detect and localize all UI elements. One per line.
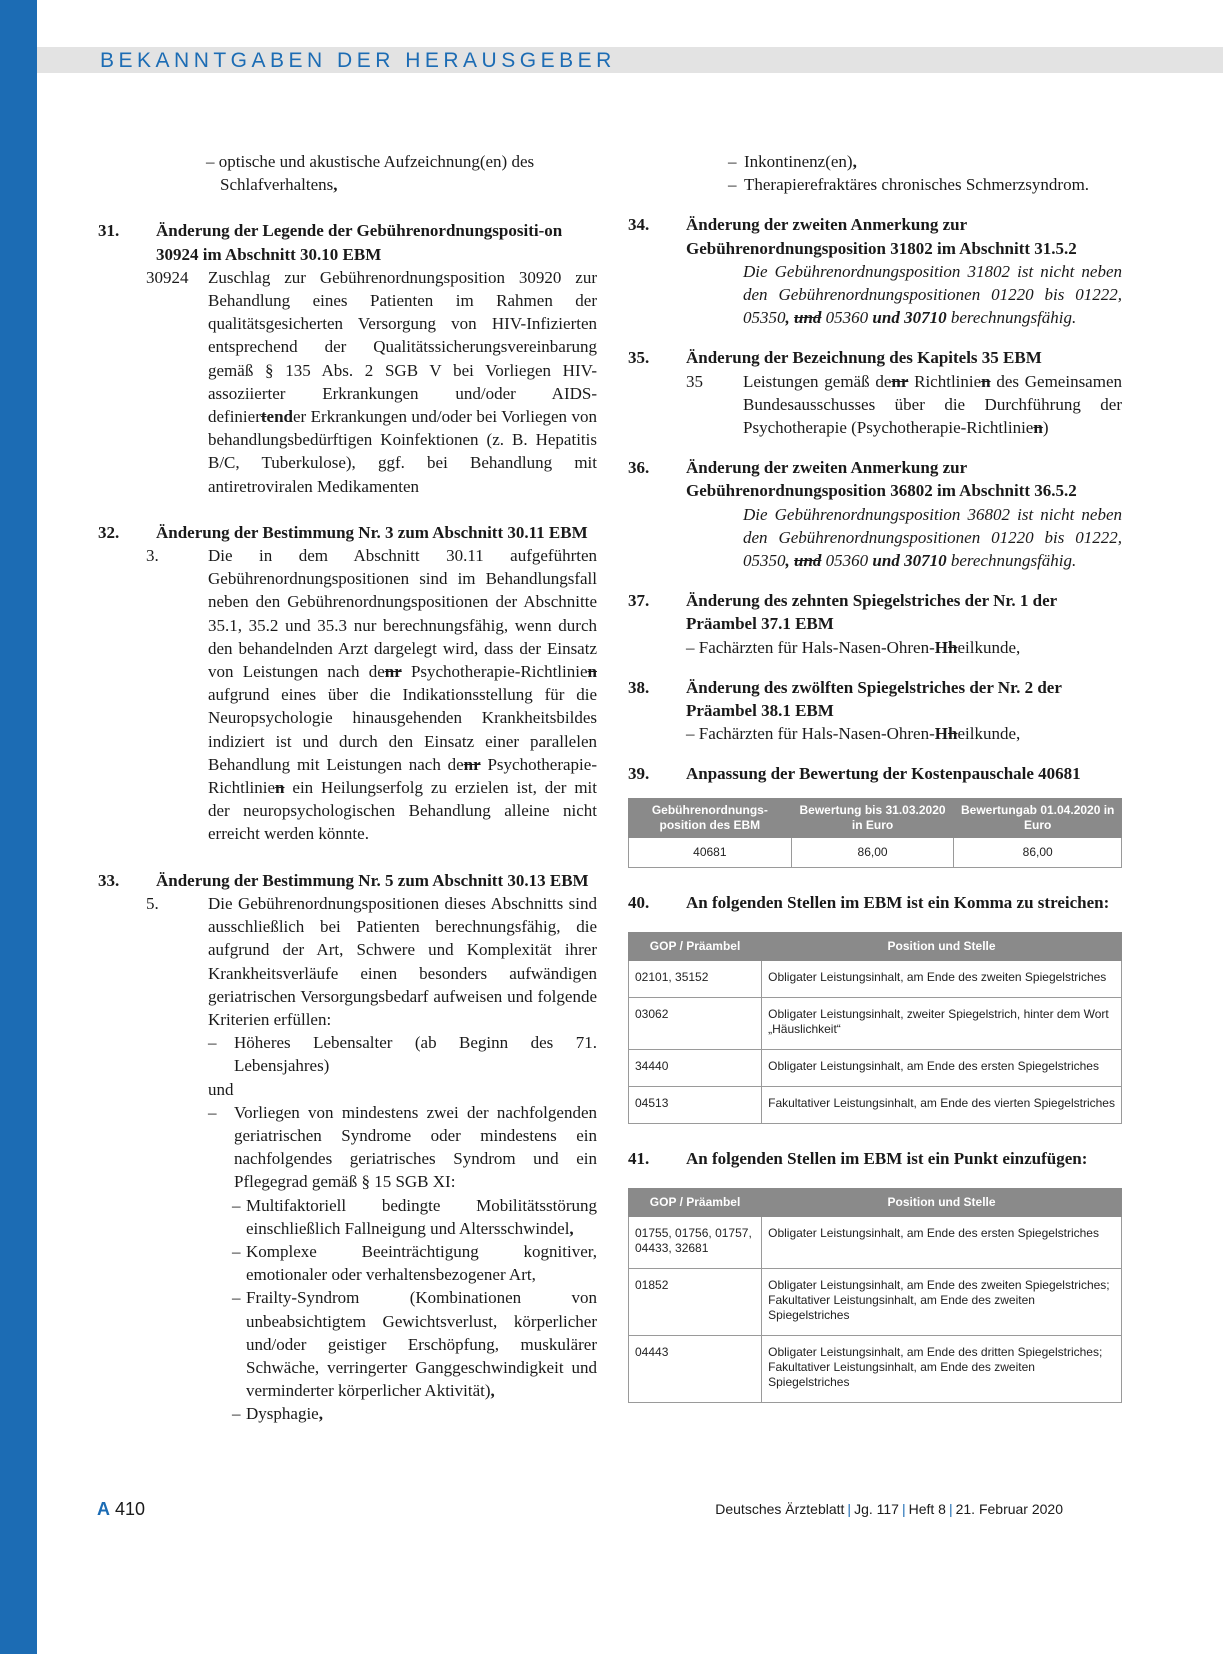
section-33 — [98, 869, 597, 1426]
intro-line: – optische und akustische Aufzeichnung(en) des — [206, 152, 535, 171]
section-title: Änderung der zweiten Anmerkung zur Gebührenordnungsposition 31802 im Abschnitt 31.5.2 — [686, 215, 1077, 258]
rule-number: 5. — [146, 893, 159, 913]
section-32 — [98, 521, 597, 846]
list-item: – Höheres Lebensalter (ab Beginn des 71. Lebensjahres) — [208, 1033, 597, 1076]
table-cell: 40681 — [629, 837, 792, 867]
list-item: – Multifaktoriell bedingte Mobilitätsstörung einschließlich Fallneigung und Altersschwindel, — [232, 1195, 597, 1238]
section-number: 38. — [628, 677, 650, 697]
table-row: 04443 Obligater Leistungsinhalt, am Ende des dritten Spiegelstriches; Fakultativer Leistungsinhalt, am Ende des zweiten Spiegelstriches — [629, 1336, 1122, 1403]
right-column — [628, 150, 1122, 1403]
section-37 — [628, 589, 1122, 659]
rule-number: 3. — [146, 546, 159, 566]
issue: Heft 8 — [908, 1501, 946, 1517]
section-41 — [628, 1147, 1122, 1403]
table-row: 03062 Obligater Leistungsinhalt, zweiter Spiegelstrich, hinter dem Wort „Häuslichkeit“ — [629, 997, 1122, 1049]
journal-info: Deutsches Ärzteblatt | Jg. 117 | Heft 8 | 21. Februar 2020 — [715, 1501, 1063, 1517]
chapter-code: 35 — [686, 371, 703, 391]
intro-block — [628, 150, 1122, 196]
section-title: Änderung des zehnten Spiegelstriches der Nr. 1 der Präambel 37.1 EBM — [686, 591, 1057, 634]
section-text: Leistungen gemäß denr Richtlinien des Gemeinsamen Bundesausschusses über die Durchführung der Psychotherapie (Psychotherapie-Richtlinien) — [743, 371, 1122, 438]
table-header: Position und Stelle — [762, 932, 1122, 960]
fee-table — [628, 798, 1122, 868]
section-number: 33. — [98, 870, 120, 890]
section-39 — [628, 762, 1122, 867]
period-table — [628, 1188, 1122, 1403]
section-title: Änderung der Bestimmung Nr. 5 zum Abschnitt 30.13 EBM — [156, 870, 589, 890]
section-number: 39. — [628, 764, 650, 784]
section-number: 32. — [98, 522, 120, 542]
position-code: 30924 — [146, 267, 189, 287]
section-34 — [628, 213, 1122, 329]
section-header: BEKANNTGABEN DER HERAUSGEBER — [100, 49, 616, 72]
list-item: – Therapierefraktäres chronisches Schmerzsyndrom. — [728, 175, 1090, 195]
list-item: – Inkontinenz(en), — [728, 152, 857, 171]
section-title: An folgenden Stellen im EBM ist ein Komma zu streichen: — [686, 892, 1110, 912]
table-cell: 86,00 — [954, 837, 1122, 867]
table-header: Bewertung bis 31.03.2020 in Euro — [791, 798, 954, 837]
section-36 — [628, 456, 1122, 572]
comma-table — [628, 932, 1122, 1124]
section-title: An folgenden Stellen im EBM ist ein Punkt einzufügen: — [686, 1148, 1088, 1168]
section-title: Änderung der Bezeichnung des Kapitels 35 EBM — [686, 348, 1042, 368]
section-number: 34. — [628, 215, 650, 235]
section-text: – Fachärzten für Hals-Nasen-Ohren-Hheilkunde, — [686, 637, 1021, 657]
section-title: Änderung der zweiten Anmerkung zur Gebührenordnungsposition 36802 im Abschnitt 36.5.2 — [686, 458, 1077, 501]
section-text: Zuschlag zur Gebührenordnungsposition 30920 zur Behandlung eines Patienten im Rahmen der qualitätsgesicherten Versorgung von HIV-Infizierten entsprechend der Qualitätssicherungsvereinbarung gemäß § 135 Abs. 2 SGB V bei Vorliegen HIV-assoziierter Erkrankungen und/oder AIDS-definiertender Erkrankungen und/oder bei Vorliegen von behandlungsbedürftigen Koinfektionen (z. B. Hepatitis B/C, Tuberkulose), ggf. bei Behandlung mit antiretroviralen Medikamenten — [208, 267, 597, 496]
section-number: 40. — [628, 892, 650, 912]
table-row: 04513 Fakultativer Leistungsinhalt, am Ende des vierten Spiegelstriches — [629, 1086, 1122, 1123]
table-row: 02101, 35152 Obligater Leistungsinhalt, am Ende des zweiten Spiegelstriches — [629, 960, 1122, 997]
left-column — [98, 150, 597, 1426]
table-row: 34440 Obligater Leistungsinhalt, am Ende des ersten Spiegelstriches — [629, 1049, 1122, 1086]
journal-name: Deutsches Ärzteblatt — [715, 1501, 845, 1517]
page-number: A 410 — [97, 1499, 146, 1519]
list-item: – Frailty-Syndrom (Kombinationen von unbeabsichtigtem Gewichtsverlust, körperlicher und/oder geistiger Erschöpfung, muskulärer Schwäche, verringerter Ganggeschwindigkeit und verminderter körperlicher Aktivität), — [232, 1288, 597, 1401]
table-cell: 86,00 — [791, 837, 954, 867]
table-row: 01755, 01756, 01757, 04433, 32681 Obligater Leistungsinhalt, am Ende des ersten Spiegelstriches — [629, 1217, 1122, 1269]
section-number: 41. — [628, 1148, 650, 1168]
intro-block — [98, 150, 597, 196]
section-31 — [98, 219, 597, 497]
intro-line: Schlafverhaltens, — [220, 175, 338, 195]
section-number: 31. — [98, 221, 120, 241]
section-text: Die in dem Abschnitt 30.11 aufgeführten Gebührenordnungspositionen sind im Behandlungsfall neben den Gebührenordnungspositionen der Abschnitte 35.1, 35.2 und 35.3 nur berechnungsfähig, wenn durch den behandelnden Arzt dargelegt wird, dass der Einsatz von Leistungen nach denr Psychotherapie-Richtlinien aufgrund eines über die Indikationsstellung für die Neuropsychologie hinausgehenden Krankheitsbildes indiziert ist und durch den Einsatz einer parallelen Behandlung mit Leistungen nach denr Psychotherapie-Richtlinien ein Heilungserfolg zu erzielen ist, der mit der neuropsychologischen Behandlung alleine nicht erreicht werden könnte. — [208, 546, 597, 844]
conjunction: und — [208, 1079, 234, 1099]
table-header: GOP / Präambel — [629, 1189, 762, 1217]
section-40 — [628, 891, 1122, 1124]
table-header: GOP / Präambel — [629, 932, 762, 960]
table-header: Bewertungab 01.04.2020 in Euro — [954, 798, 1122, 837]
section-text: Die Gebührenordnungspositionen dieses Abschnitts sind ausschließlich bei Patienten berechnungsfähig, die aufgrund der Art, Schwere und Komplexität ihrer Krankheitsverläufe einen besonders aufwändigen geriatrischen Versorgungsbedarf aufweisen und folgende Kriterien erfüllen: — [208, 893, 597, 1029]
section-number: 36. — [628, 458, 650, 478]
list-item: – Komplexe Beeinträchtigung kognitiver, emotionaler oder verhaltensbezogener Art, — [232, 1241, 597, 1285]
volume: Jg. 117 — [854, 1501, 899, 1517]
sidebar-bar — [0, 0, 37, 1654]
issue-date: 21. Februar 2020 — [955, 1501, 1063, 1517]
table-row: 01852 Obligater Leistungsinhalt, am Ende des zweiten Spiegelstriches; Fakultativer Leistungsinhalt, am Ende des zweiten Spiegelstriches — [629, 1269, 1122, 1336]
list-item: – Dysphagie, — [232, 1404, 323, 1424]
section-text: – Fachärzten für Hals-Nasen-Ohren-Hheilkunde, — [686, 724, 1021, 744]
section-38 — [628, 676, 1122, 746]
table-row — [629, 837, 1122, 867]
section-title: Anpassung der Bewertung der Kostenpauschale 40681 — [686, 764, 1081, 784]
section-title: Änderung der Bestimmung Nr. 3 zum Abschnitt 30.11 EBM — [156, 522, 588, 542]
section-title: Änderung des zwölften Spiegelstriches der Nr. 2 der Präambel 38.1 EBM — [686, 677, 1062, 721]
list-item: – Vorliegen von mindestens zwei der nachfolgenden geriatrischen Syndrome oder mindestens ein nachfolgendes geriatrisches Syndrom und ein Pflegegrad gemäß § 15 SGB XI: — [208, 1102, 597, 1192]
section-text: Die Gebührenordnungsposition 36802 ist nicht neben den Gebührenordnungspositionen 01220 bis 01222, 05350, und 05360 und 30710 berechnungsfähig. — [743, 504, 1122, 571]
section-number: 37. — [628, 591, 650, 611]
table-header: Gebührenordnungs-position des EBM — [629, 798, 792, 837]
section-number: 35. — [628, 348, 650, 368]
table-header: Position und Stelle — [762, 1189, 1122, 1217]
section-35 — [628, 346, 1122, 439]
section-text: Die Gebührenordnungsposition 31802 ist nicht neben den Gebührenordnungspositionen 01220 bis 01222, 05350, und 05360 und 30710 berechnungsfähig. — [743, 261, 1122, 328]
section-title: Änderung der Legende der Gebührenordnungspositi-on 30924 im Abschnitt 30.10 EBM — [156, 221, 563, 264]
